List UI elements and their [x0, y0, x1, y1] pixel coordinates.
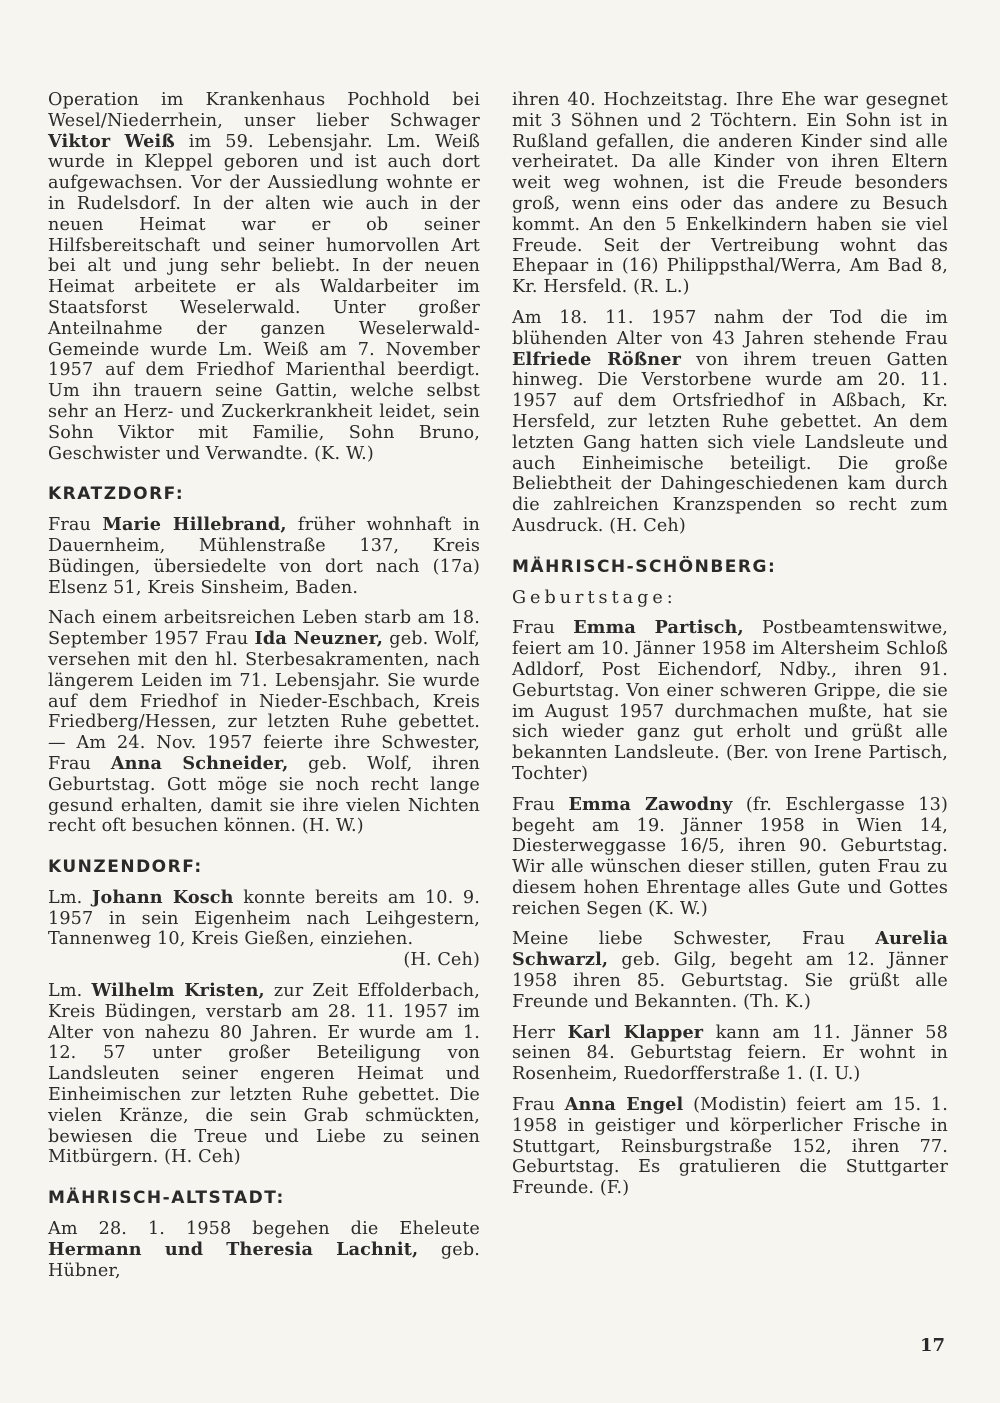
author-signature: (H. Ceh) — [403, 950, 480, 971]
person-name: Johann Kosch — [91, 886, 234, 908]
obituary-elfriede-roessner: Am 18. 11. 1957 nahm der Tod die im blühenden Alter von 43 Jahren stehende Frau Elfriede Rößner von ihrem treuen Gatten hinweg. Die Verstorbene wurde am 20. 11. 1957 auf dem Ortsfriedhof in Aßbach, Kr. Hersfeld, zur letzten Ruhe gebettet. An dem letzten Gang hatten sich viele Landsleute und auch Einheimische beteiligt. Die große Beliebtheit der Dahingeschiedenen kam durch die zahlreichen Kranzspenden so recht zum Ausdruck. (H. Ceh) — [512, 307, 948, 536]
anniversary-lachnit: Am 28. 1. 1958 begehen die Eheleute Hermann und Theresia Lachnit, geb. Hübner, — [48, 1219, 481, 1281]
person-name: Marie Hillebrand, — [102, 514, 287, 536]
person-name: Anna Engel — [564, 1094, 684, 1116]
person-name: Elfriede Rößner — [512, 348, 681, 370]
notice-johann-kosch: Lm. Johann Kosch konnte bereits am 10. 9. 1957 in sein Eigenheim nach Leihgestern, Tannenweg 10, Kreis Gießen, einziehen. — [48, 886, 481, 950]
notice-marie-hillebrand: Frau Marie Hillebrand, früher wohnhaft in Dauernheim, Mühlenstraße 137, Kreis Büdingen, übersiedelte von dort nach (17a) Elsenz 51, Kreis Sinsheim, Baden. — [48, 514, 480, 598]
left-column — [48, 90, 480, 1291]
birthday-anna-engel: Frau Anna Engel (Modistin) feiert am 15. 1. 1958 in geistiger und körperlicher Frische in Stuttgart, Reinsburgstraße 152, ihren 77. Geburtstag. Es gratulieren die Stuttgarter Freunde. (F.) — [512, 1094, 949, 1199]
obituary-viktor-weiss: Operation im Krankenhaus Pochhold bei Wesel/Niederrhein, unser lieber Schwager Viktor Weiß im 59. Lebensjahr. Lm. Weiß wurde in Kleppel geboren und ist auch dort aufgewachsen. Vor der Aussiedlung wohnte er in Rudelsdorf. In der alten wie auch in der neuen Heimat war er ob seiner Hilfsbereitschaft und seiner humorvollen Art bei alt und jung sehr beliebt. In der neuen Heimat arbeitete er als Waldarbeiter im Staatsforst Weselerwald. Unter großer Anteilnahme der ganzen Weselerwald-Gemeinde wurde Lm. Weiß am 7. November 1957 auf dem Friedhof Marienthal beerdigt. Um ihn trauern seine Gattin, welche selbst sehr an Herz- und Zuckerkrankheit leidet, sein Sohn Viktor mit Familie, Sohn Bruno, Geschwister und Verwandte. (K. W.) — [48, 90, 480, 464]
birthday-emma-zawodny: Frau Emma Zawodny (fr. Eschlergasse 13) begeht am 19. Jänner 1958 in Wien 14, Diesterweggasse 16/5, ihren 90. Geburtstag. Wir alle wünschen dieser stillen, guten Frau zu diesem hohen Ehrentage alles Gute und Gottes reichen Segen (K. W.) — [512, 793, 948, 919]
person-name: Viktor Weiß — [48, 130, 175, 152]
anniversary-lachnit-continued: ihren 40. Hochzeitstag. Ihre Ehe war gesegnet mit 3 Söhnen und 2 Töchtern. Ein Sohn ist in Rußland gefallen, die anderen Kinder sind alle verheiratet. Da alle Kinder von ihren Eltern weit weg wohnen, ist die Freude besonders groß, wenn eins oder das andere zu Besuch kommt. An den 5 Enkelkindern haben sie viel Freude. Seit der Vertreibung wohnt das Ehepaar in (16) Philippsthal/Werra, Am Bad 8, Kr. Hersfeld. (R. L.) — [512, 90, 948, 298]
person-name: Anna Schneider, — [110, 752, 289, 774]
obituary-wilhelm-kristen: Lm. Wilhelm Kristen, zur Zeit Effolderbach, Kreis Büdingen, verstarb am 28. 11. 1957 im Alter von nahezu 80 Jahren. Er wurde am 1. 12. 57 unter großer Beteiligung von Landsleuten seiner engeren Heimat und Einheimischen zur letzten Ruhe gebettet. Die vielen Kränze, die sein Grab schmückten, bewiesen die Treue und Liebe zu seinen Mitbürgern. (H. Ceh) — [48, 980, 480, 1168]
section-heading-maehrisch-schoenberg: MÄHRISCH-SCHÖNBERG: — [512, 556, 777, 577]
person-name: Karl Klapper — [567, 1021, 704, 1043]
person-name: Emma Partisch, — [573, 617, 744, 639]
section-heading-kratzdorf: KRATZDORF: — [48, 484, 185, 505]
person-name: Hermann und Theresia Lachnit, — [48, 1238, 419, 1260]
subheading-birthdays: Geburtstage: — [512, 587, 677, 608]
birthday-emma-partisch: Frau Emma Partisch, Postbeamtenswitwe, feiert am 10. Jänner 1958 im Altersheim Schloß Adldorf, Post Eichendorf, Ndby., ihren 91. Geburtstag. Von einer schweren Grippe, die sie im August 1957 durchmachen mußte, hat sie sich wieder ganz gut erholt und grüßt alle bekannten Landsleute. (Ber. von Irene Partisch, Tochter) — [512, 617, 948, 784]
person-name: Emma Zawodny — [568, 793, 733, 815]
right-column — [512, 90, 948, 1209]
obituary-ida-neuzner: Nach einem arbeitsreichen Leben starb am 18. September 1957 Frau Ida Neuzner, geb. Wolf, versehen mit den hl. Sterbesakramenten, nach längerem Leiden im 71. Lebensjahr. Sie wurde auf dem Friedhof in Nieder-Eschbach, Kreis Friedberg/Hessen, zur letzten Ruhe gebettet. — Am 24. Nov. 1957 feierte ihre Schwester, Frau Anna Schneider, geb. Wolf, ihren Geburtstag. Gott möge sie noch recht lange gesund erhalten, damit sie ihre vielen Nichten recht oft besuchen können. (H. W.) — [48, 608, 481, 837]
birthday-aurelia-schwarzl: Meine liebe Schwester, Frau Aurelia Schwarzl, geb. Gilg, begeht am 12. Jänner 1958 ihren 85. Geburtstag. Sie grüßt alle Freunde und Bekannten. (Th. K.) — [512, 928, 948, 1012]
section-heading-maehrisch-altstadt: MÄHRISCH-ALTSTADT: — [48, 1188, 285, 1209]
person-name: Aurelia Schwarzl, — [512, 928, 948, 971]
page-number: 17 — [920, 1335, 946, 1356]
person-name: Ida Neuzner, — [254, 628, 384, 650]
birthday-karl-klapper: Herr Karl Klapper kann am 11. Jänner 58 seinen 84. Geburtstag feiern. Er wohnt in Rosenheim, Ruedorfferstraße 1. (I. U.) — [512, 1021, 948, 1085]
person-name: Wilhelm Kristen, — [91, 980, 265, 1002]
section-heading-kunzendorf: KUNZENDORF: — [48, 857, 203, 878]
